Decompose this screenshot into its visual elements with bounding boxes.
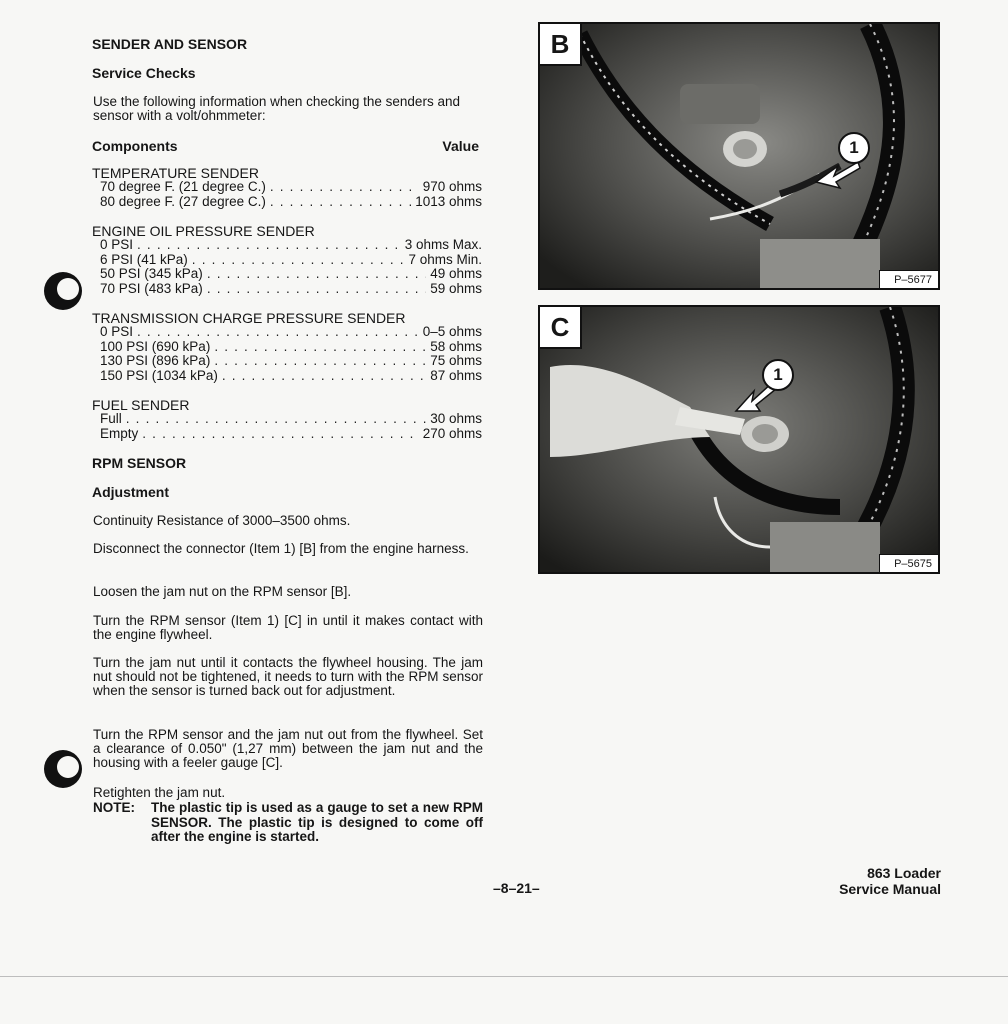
paragraph-clearance: Turn the RPM sensor and the jam nut out from the flywheel. Set a clearance of 0.050" (1,27 mm) between the jam nut and the housing with a feeler gauge [C].	[93, 727, 483, 770]
paragraph-loosen: Loosen the jam nut on the RPM sensor [B].	[93, 584, 352, 599]
paragraph-disconnect: Disconnect the connector (Item 1) [B] from the engine harness.	[93, 541, 469, 556]
spec-row: 100 PSI (690 kPa) . . . 58 ohms	[100, 340, 482, 355]
rpm-sensor-heading: RPM SENSOR	[92, 455, 187, 471]
paragraph-continuity: Continuity Resistance of 3000–3500 ohms.	[93, 513, 351, 528]
page-number: –8–21–	[493, 880, 540, 896]
engine-photo-c	[540, 307, 938, 572]
spec-row: 150 PSI (1034 kPa) . . . 87 ohms	[100, 369, 482, 384]
photo-c	[538, 305, 940, 574]
spec-section-transmission	[92, 311, 482, 383]
spec-row: 130 PSI (896 kPa) . . . 75 ohms	[100, 354, 482, 369]
paragraph-jam-nut: Turn the jam nut until it contacts the flywheel housing. The jam nut should not be tightened, it needs to turn with the RPM sensor when the sensor is turned back out for adjustment.	[93, 655, 483, 698]
engine-photo-b	[540, 24, 938, 288]
spec-row: 70 degree F. (21 degree C.) . . . 970 ohms	[100, 180, 482, 195]
value-label: Value	[442, 138, 479, 154]
page-divider	[0, 976, 1008, 977]
photo-b	[538, 22, 940, 290]
photo-number: P–5677	[879, 270, 938, 288]
components-header	[92, 138, 482, 154]
spec-row: 50 PSI (345 kPa) . . . 49 ohms	[100, 267, 482, 282]
figure-letter-b: B	[540, 24, 582, 66]
spec-section-temperature	[92, 166, 482, 209]
spec-row: Full . . . 30 ohms	[100, 412, 482, 427]
photo-number: P–5675	[879, 554, 938, 572]
binder-hole-mark-icon	[40, 746, 86, 792]
spec-section-fuel	[92, 398, 482, 441]
spec-row: 0 PSI . . . 3 ohms Max.	[100, 238, 482, 253]
spec-row: Empty . . . 270 ohms	[100, 427, 482, 442]
note-text: The plastic tip is used as a gauge to set a new RPM SENSOR. The plastic tip is designed to come off after the engine is started.	[151, 800, 483, 844]
figure-letter-c: C	[540, 307, 582, 349]
paragraph-retighten: Retighten the jam nut.	[93, 785, 226, 800]
spec-section-title: TRANSMISSION CHARGE PRESSURE SENDER	[92, 310, 406, 326]
spec-row: 0 PSI . . . 0–5 ohms	[100, 325, 482, 340]
spec-row: 80 degree F. (27 degree C.) . . . 1013 ohms	[100, 195, 482, 210]
spec-section-title: FUEL SENDER	[92, 397, 190, 413]
callout-marker: 1	[838, 132, 870, 164]
spec-section-title: TEMPERATURE SENDER	[92, 165, 259, 181]
note-tag: NOTE:	[93, 800, 135, 815]
footer-line-1: 863 Loader	[867, 865, 941, 881]
section-heading: SENDER AND SENSOR	[92, 36, 248, 52]
footer-line-2: Service Manual	[839, 881, 941, 897]
spec-row: 70 PSI (483 kPa) . . . 59 ohms	[100, 282, 482, 297]
components-label: Components	[92, 138, 178, 154]
note	[93, 801, 493, 845]
adjustment-heading: Adjustment	[92, 484, 169, 500]
callout-marker: 1	[762, 359, 794, 391]
paragraph-turn-sensor: Turn the RPM sensor (Item 1) [C] in until it makes contact with the engine flywheel.	[93, 613, 483, 642]
binder-hole-mark-icon	[40, 268, 86, 314]
spec-section-oil-pressure	[92, 224, 482, 296]
intro-paragraph: Use the following information when checking the senders and sensor with a volt/ohmmeter:	[93, 94, 460, 123]
spec-row: 6 PSI (41 kPa) . . . 7 ohms Min.	[100, 253, 482, 268]
spec-section-title: ENGINE OIL PRESSURE SENDER	[92, 223, 315, 239]
footer-title	[839, 865, 941, 897]
subheading-service-checks: Service Checks	[92, 65, 196, 81]
